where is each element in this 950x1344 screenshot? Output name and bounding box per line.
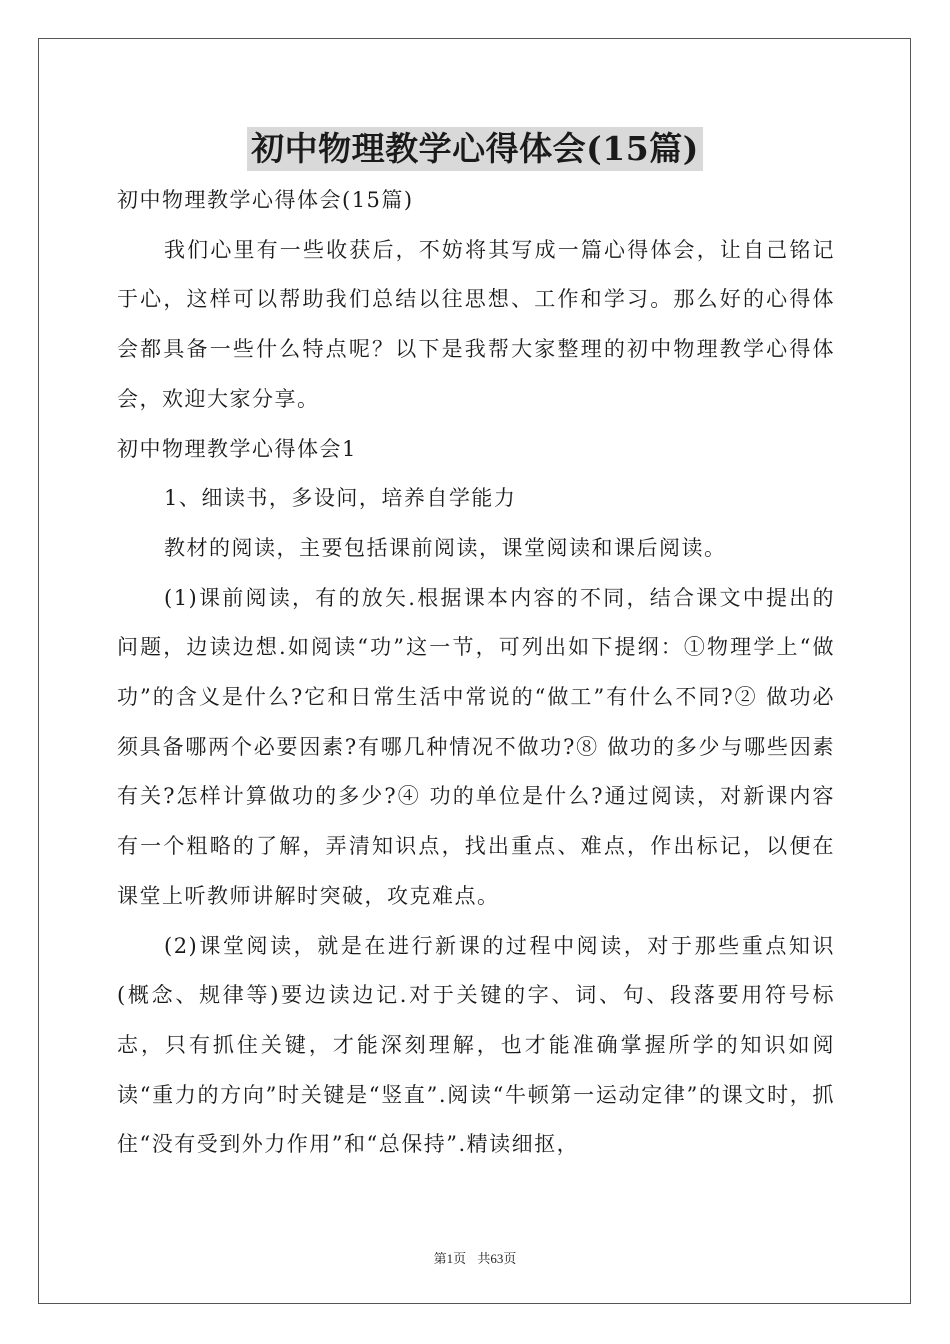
title-container	[0, 127, 950, 171]
intro-paragraph: 我们心里有一些收获后，不妨将其写成一篇心得体会，让自己铭记于心，这样可以帮助我们总结以往思想、工作和学习。那么好的心得体会都具备一些什么特点呢？以下是我帮大家整理的初中物理教学心得体会，欢迎大家分享。	[117, 237, 835, 411]
section-heading: 初中物理教学心得体会1	[117, 436, 357, 461]
body-paragraph: (2)课堂阅读，就是在进行新课的过程中阅读，对于那些重点知识(概念、规律等)要边读边记.对于关键的字、词、句、段落要用符号标志，只有抓住关键，才能深刻理解，也才能准确掌握所学的知识如阅读“重力的方向”时关键是“竖直”.阅读“牛顿第一运动定律”的课文时，抓住“没有受到外力作用”和“总保持”.精读细抠，	[117, 933, 835, 1157]
body-paragraph: 教材的阅读，主要包括课前阅读，课堂阅读和课后阅读。	[164, 535, 727, 560]
point-heading: 1、细读书，多设问，培养自学能力	[164, 486, 517, 511]
body-paragraph: (1)课前阅读，有的放矢.根据课本内容的不同，结合课文中提出的问题，边读边想.如阅读“功”这一节，可列出如下提纲：①物理学上“做功”的含义是什么?它和日常生活中常说的“做工”有什么不同?② 做功必须具备哪两个必要因素?有哪几种情况不做功?⑧ 做功的多少与哪些因素有关?怎样计算做功的多少?④ 功的单位是什么?通过阅读，对新课内容有一个粗略的了解，弄清知识点，找出重点、难点，作出标记，以便在课堂上听教师讲解时突破，攻克难点。	[117, 585, 835, 908]
page-footer	[0, 1248, 950, 1267]
document-body	[117, 176, 835, 1170]
subtitle-line: 初中物理教学心得体会(15篇)	[117, 188, 414, 212]
document-title: 初中物理教学心得体会(15篇)	[247, 127, 703, 171]
page-number: 第1页	[433, 1251, 467, 1266]
total-pages: 共63页	[477, 1251, 517, 1266]
